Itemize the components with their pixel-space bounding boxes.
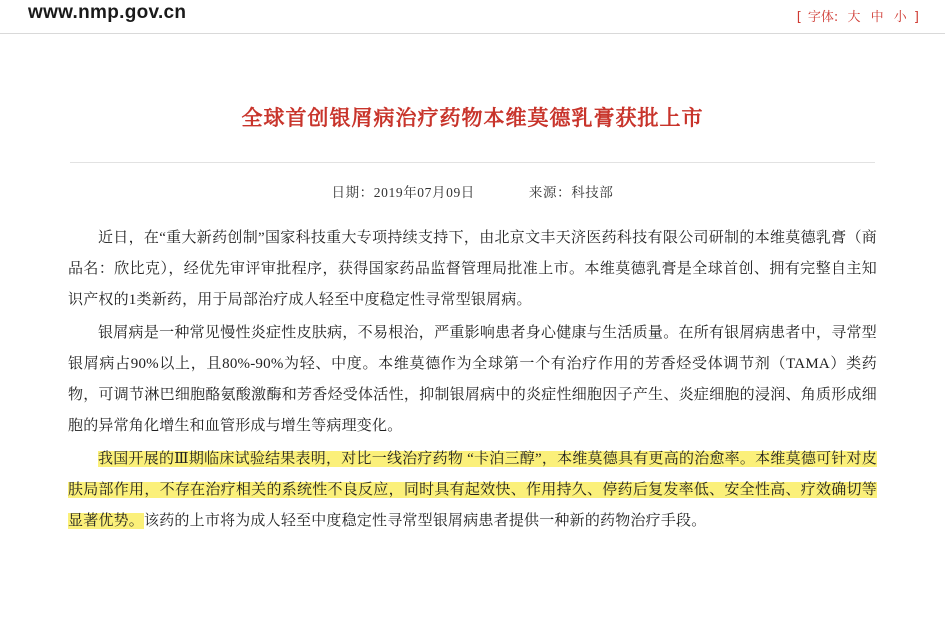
paragraph-1: 近日，在“重大新药创制”国家科技重大专项持续支持下，由北京文丰天济医药科技有限公司研制的本维莫德乳膏（商品名：欣比克），经优先审评审批程序，获得国家药品监督管理局批准上市。本维莫德乳膏是全球首创、拥有完整自主知识产权的1类新药，用于局部治疗成人轻至中度稳定性寻常型银屑病。 [68, 230, 877, 308]
date-value: 2019年07月09日 [373, 185, 475, 200]
font-size-large[interactable]: 大 [847, 10, 861, 25]
bracket-open: [ [796, 10, 802, 25]
source-label: 来源： [528, 185, 572, 200]
font-size-control[interactable] [797, 6, 919, 25]
article-meta [68, 181, 877, 201]
paragraph-2: 银屑病是一种常见慢性炎症性皮肤病，不易根治，严重影响患者身心健康与生活质量。在所有银屑病患者中，寻常型银屑病占90%以上，且80%-90%为轻、中度。本维莫德作为全球第一个有治疗作用的芳香烃受体调节剂（TAMA）类药物，可调节淋巴细胞酪氨酸激酶和芳香烃受体活性，抑制银屑病中的炎症性细胞因子产生、炎症细胞的浸润、角质形成细胞的异常角化增生和血管形成与增生等病理变化。 [68, 325, 877, 434]
source-value: 科技部 [571, 185, 614, 200]
highlighted-text: 我国开展的Ⅲ期临床试验结果表明，对比一线治疗药物 “卡泊三醇”，本维莫德具有更高的治愈率。本维莫德可针对皮肤局部作用，不存在治疗相关的系统性不良反应，同时具有起效快、作用持久、停药后复发率低、安全性高、疗效确切等显著优势。 [68, 451, 877, 529]
paragraph-3-tail: 该药的上市将为成人轻至中度稳定性寻常型银屑病患者提供一种新的药物治疗手段。 [144, 513, 707, 529]
site-header [0, 0, 945, 34]
date-label: 日期： [331, 185, 374, 200]
article-body [68, 223, 877, 537]
title-divider [70, 162, 875, 163]
bracket-close: ] [913, 10, 919, 25]
page-title: 全球首创银屑病治疗药物本维莫德乳膏获批上市 [241, 106, 704, 130]
font-size-small[interactable]: 小 [893, 10, 907, 25]
font-size-medium[interactable]: 中 [870, 10, 884, 25]
article [0, 102, 945, 537]
paragraph-3 [68, 444, 877, 537]
font-size-label: 字体: [807, 10, 839, 25]
site-url: www.nmp.gov.cn [28, 2, 187, 23]
